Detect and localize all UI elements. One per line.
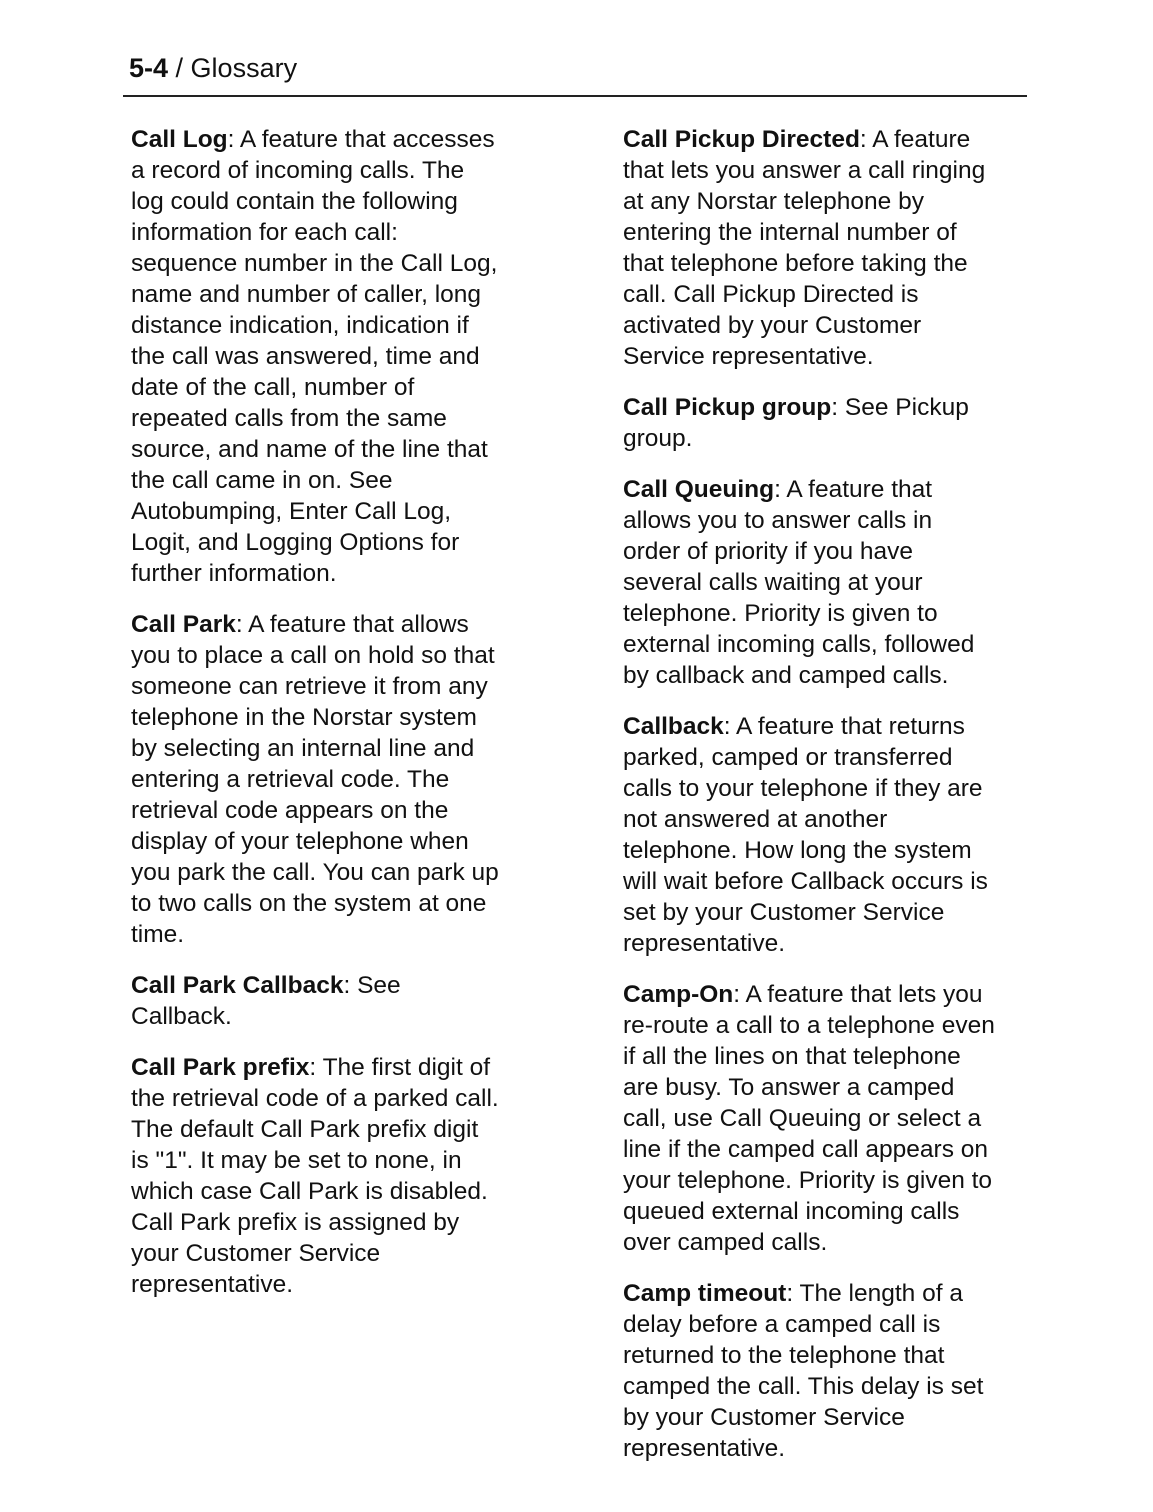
glossary-definition: A feature that accesses a record of incoming calls. The log could contain the following information for each call: sequence number in the Call Log, name and number of caller, long distance indication, indication if the call was answered, time and date of the call, number of repeated calls from the same source, and name of the line that the call came in on. See Autobumping, Enter Call Log, Logit, and Logging Options for further information.	[131, 126, 498, 587]
glossary-entry-callback: Callback: A feature that returns parked, camped or transferred calls to your telephone if they are not answered at another telephone. How long the system will wait before Callback occurs is set by your Customer Service representative.	[623, 713, 988, 957]
glossary-definition: A feature that allows you to place a call on hold so that someone can retrieve it from any telephone in the Norstar system by selecting an internal line and entering a retrieval code. The retrieval code appears on the display of your telephone when you park the call. You can park up to two calls on the system at one time.	[131, 611, 499, 948]
glossary-entry-call-park-callback: Call Park Callback: See Callback.	[131, 972, 401, 1030]
glossary-definition: See Pickup group.	[623, 394, 969, 452]
page-number: 5-4	[129, 53, 169, 83]
glossary-entry-call-park-prefix: Call Park prefix: The first digit of the retrieval code of a parked call. The default Call Park prefix digit is "1". It may be set to none, in which case Call Park is disabled. Call Park prefix is assigned by your Customer Service representative.	[131, 1054, 499, 1298]
glossary-term: Call Log	[131, 126, 228, 153]
glossary-definition: The first digit of the retrieval code of a parked call. The default Call Park prefix digit is "1". It may be set to none, in which case Call Park is disabled. Call Park prefix is assigned by your Customer Service representative.	[131, 1054, 499, 1298]
glossary-term: Call Park	[131, 611, 236, 638]
glossary-term: Call Pickup Directed	[623, 126, 860, 153]
glossary-term: Call Queuing	[623, 476, 775, 503]
glossary-term: Callback	[623, 713, 724, 740]
glossary-definition: A feature that allows you to answer calls in order of priority if you have several calls waiting at your telephone. Priority is given to external incoming calls, followed by callback and camped calls.	[623, 476, 975, 689]
glossary-entry-call-pickup-group: Call Pickup group: See Pickup group.	[623, 394, 969, 452]
glossary-entry-camp-timeout: Camp timeout: The length of a delay before a camped call is returned to the telephone that camped the call. This delay is set by your Customer Service representative.	[623, 1280, 984, 1462]
right-column	[623, 124, 995, 1484]
left-column	[131, 124, 501, 1320]
glossary-definition: The length of a delay before a camped call is returned to the telephone that camped the call. This delay is set by your Customer Service representative.	[623, 1280, 984, 1462]
glossary-term: Call Park Callback	[131, 972, 344, 999]
glossary-entry-call-park: Call Park: A feature that allows you to place a call on hold so that someone can retrieve it from any telephone in the Norstar system by selecting an internal line and entering a retrieval code. The retrieval code appears on the display of your telephone when you park the call. You can park up to two calls on the system at one time.	[131, 611, 499, 948]
glossary-entry-call-pickup-directed: Call Pickup Directed: A feature that lets you answer a call ringing at any Norstar telephone by entering the internal number of that telephone before taking the call. Call Pickup Directed is activated by your Customer Service representative.	[623, 126, 986, 370]
header-rule	[123, 95, 1027, 97]
glossary-definition: A feature that lets you re-route a call to a telephone even if all the lines on that telephone are busy. To answer a camped call, use Call Queuing or select a line if the camped call appears on your telephone. Priority is given to queued external incoming calls over camped calls.	[623, 981, 995, 1256]
glossary-definition: See Callback.	[131, 972, 401, 1030]
glossary-entry-camp-on: Camp-On: A feature that lets you re-route a call to a telephone even if all the lines on that telephone are busy. To answer a camped call, use Call Queuing or select a line if the camped call appears on your telephone. Priority is given to queued external incoming calls over camped calls.	[623, 981, 995, 1256]
glossary-term: Camp-On	[623, 981, 734, 1008]
glossary-term: Call Park prefix	[131, 1054, 310, 1081]
glossary-definition: A feature that lets you answer a call ringing at any Norstar telephone by entering the internal number of that telephone before taking the call. Call Pickup Directed is activated by your Customer Service representative.	[623, 126, 986, 370]
section-title: Glossary	[190, 53, 298, 83]
page-header	[129, 50, 297, 86]
glossary-entry-call-queuing: Call Queuing: A feature that allows you to answer calls in order of priority if you have several calls waiting at your telephone. Priority is given to external incoming calls, followed by callback and camped calls.	[623, 476, 975, 689]
glossary-entry-call-log: Call Log: A feature that accesses a record of incoming calls. The log could contain the following information for each call: sequence number in the Call Log, name and number of caller, long distance indication, indication if the call was answered, time and date of the call, number of repeated calls from the same source, and name of the line that the call came in on. See Autobumping, Enter Call Log, Logit, and Logging Options for further information.	[131, 126, 498, 587]
glossary-term: Call Pickup group	[623, 394, 832, 421]
header-separator: /	[168, 53, 191, 83]
glossary-term: Camp timeout	[623, 1280, 787, 1307]
glossary-definition: A feature that returns parked, camped or transferred calls to your telephone if they are not answered at another telephone. How long the system will wait before Callback occurs is set by your Customer Service representative.	[623, 713, 988, 957]
